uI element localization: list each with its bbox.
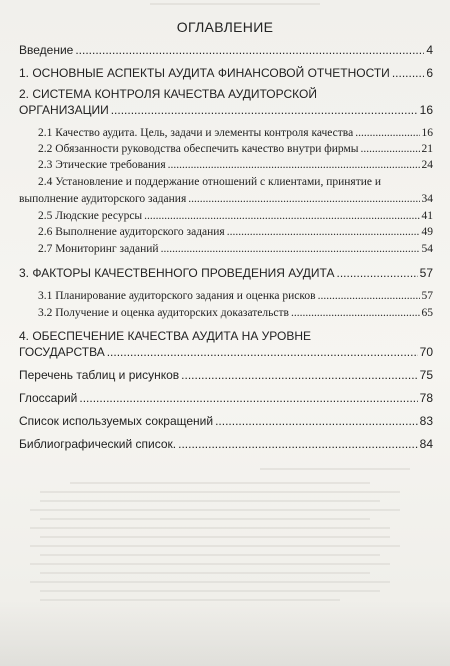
leader-dots xyxy=(178,437,418,451)
toc-entry-page: 41 xyxy=(421,210,433,222)
toc-entry-chapter-2-line1[interactable]: 2. СИСТЕМА КОНТРОЛЯ КАЧЕСТВА АУДИТОРСКОЙ xyxy=(19,87,317,101)
toc-entry-label: Глоссарий xyxy=(19,391,78,405)
toc-entry-section-2-2[interactable] xyxy=(38,143,433,155)
toc-entry-page: 83 xyxy=(419,414,433,428)
toc-entry-chapter-4-line1[interactable]: 4. ОБЕСПЕЧЕНИЕ КАЧЕСТВА АУДИТА НА УРОВНЕ xyxy=(19,329,312,343)
leader-dots xyxy=(355,127,419,139)
toc-entry-chapter-2[interactable] xyxy=(19,103,433,117)
toc-entry-page: 34 xyxy=(421,193,433,205)
toc-entry-section-2-4-line1[interactable]: 2.4 Установление и поддержание отношений с клиентами, принятие и xyxy=(38,176,382,188)
toc-entry-label: 2.2 Обязанности руководства обеспечить качество внутри фирмы xyxy=(38,143,359,155)
toc-entry-page: 78 xyxy=(419,391,433,405)
toc-entry-tables-figures[interactable] xyxy=(19,368,433,382)
toc-entry-label: ГОСУДАРСТВА xyxy=(19,345,105,359)
toc-entry-label: 3. ФАКТОРЫ КАЧЕСТВЕННОГО ПРОВЕДЕНИЯ АУДИТА xyxy=(19,266,335,280)
toc-entry-section-3-2[interactable] xyxy=(38,307,433,319)
toc-entry-label: 3.2 Получение и оценка аудиторских доказательств xyxy=(38,307,289,319)
toc-entry-section-2-3[interactable] xyxy=(38,159,433,171)
toc-entry-chapter-4[interactable] xyxy=(19,345,433,359)
toc-entry-page: 75 xyxy=(419,368,433,382)
toc-entry-section-2-5[interactable] xyxy=(38,210,433,222)
toc-entry-page: 6 xyxy=(426,66,433,80)
toc-entry-label: 2.7 Мониторинг заданий xyxy=(38,243,159,255)
leader-dots xyxy=(107,345,418,359)
toc-entry-label: 2.6 Выполнение аудиторского задания xyxy=(38,226,225,238)
leader-dots xyxy=(227,226,420,238)
toc-entry-page: 4 xyxy=(426,43,433,57)
leader-dots xyxy=(336,266,417,280)
page-shadow xyxy=(0,600,450,666)
toc-entry-page: 16 xyxy=(421,127,433,139)
toc-entry-page: 70 xyxy=(419,345,433,359)
toc-entry-label: 1. ОСНОВНЫЕ АСПЕКТЫ АУДИТА ФИНАНСОВОЙ ОТЧЕТНОСТИ xyxy=(19,66,390,80)
leader-dots xyxy=(75,43,424,57)
leader-dots xyxy=(392,66,425,80)
toc-entry-page: 57 xyxy=(421,290,433,302)
leader-dots xyxy=(360,143,419,155)
toc-entry-page: 57 xyxy=(419,266,433,280)
leader-dots xyxy=(144,210,419,222)
toc-entry-label: Библиографический список. xyxy=(19,437,177,451)
toc-entry-page: 16 xyxy=(419,103,433,117)
toc-entry-section-2-7[interactable] xyxy=(38,243,433,255)
toc-entry-label: Список используемых сокращений xyxy=(19,414,214,428)
toc-entry-page: 24 xyxy=(421,159,433,171)
toc-entry-label: 2.3 Этические требования xyxy=(38,159,166,171)
leader-dots xyxy=(188,193,419,205)
leader-dots xyxy=(181,368,417,382)
toc-entry-label: 2.1 Качество аудита. Цель, задачи и элементы контроля качества xyxy=(38,127,354,139)
toc-entry-bibliography[interactable] xyxy=(19,437,433,451)
toc-entry-chapter-1[interactable] xyxy=(19,66,433,80)
leader-dots xyxy=(161,243,420,255)
leader-dots xyxy=(79,391,417,405)
toc-entry-label: выполнение аудиторского задания xyxy=(19,193,187,205)
leader-dots xyxy=(318,290,420,302)
leader-dots xyxy=(291,307,420,319)
toc-entry-glossary[interactable] xyxy=(19,391,433,405)
toc-entry-section-2-1[interactable] xyxy=(38,127,433,139)
leader-dots xyxy=(168,159,420,171)
toc-entry-section-2-4[interactable] xyxy=(19,193,433,205)
toc-title: ОГЛАВЛЕНИЕ xyxy=(176,19,274,35)
toc-entry-label: ОРГАНИЗАЦИИ xyxy=(19,103,109,117)
toc-entry-introduction[interactable] xyxy=(19,43,433,57)
bleed-through-text-top xyxy=(0,0,450,18)
toc-entry-page: 54 xyxy=(421,243,433,255)
toc-entry-chapter-3[interactable] xyxy=(19,266,433,280)
toc-entry-page: 49 xyxy=(421,226,433,238)
toc-entry-label: Перечень таблиц и рисунков xyxy=(19,368,180,382)
toc-entry-label: 3.1 Планирование аудиторского задания и оценка рисков xyxy=(38,290,316,302)
toc-entry-label: Введение xyxy=(19,43,74,57)
toc-entry-page: 65 xyxy=(421,307,433,319)
toc-entry-section-3-1[interactable] xyxy=(38,290,433,302)
toc-entry-section-2-6[interactable] xyxy=(38,226,433,238)
leader-dots xyxy=(111,103,418,117)
toc-entry-label: 2.5 Людские ресурсы xyxy=(38,210,143,222)
toc-entry-page: 84 xyxy=(419,437,433,451)
toc-entry-page: 21 xyxy=(421,143,433,155)
leader-dots xyxy=(215,414,418,428)
toc-entry-abbreviations[interactable] xyxy=(19,414,433,428)
